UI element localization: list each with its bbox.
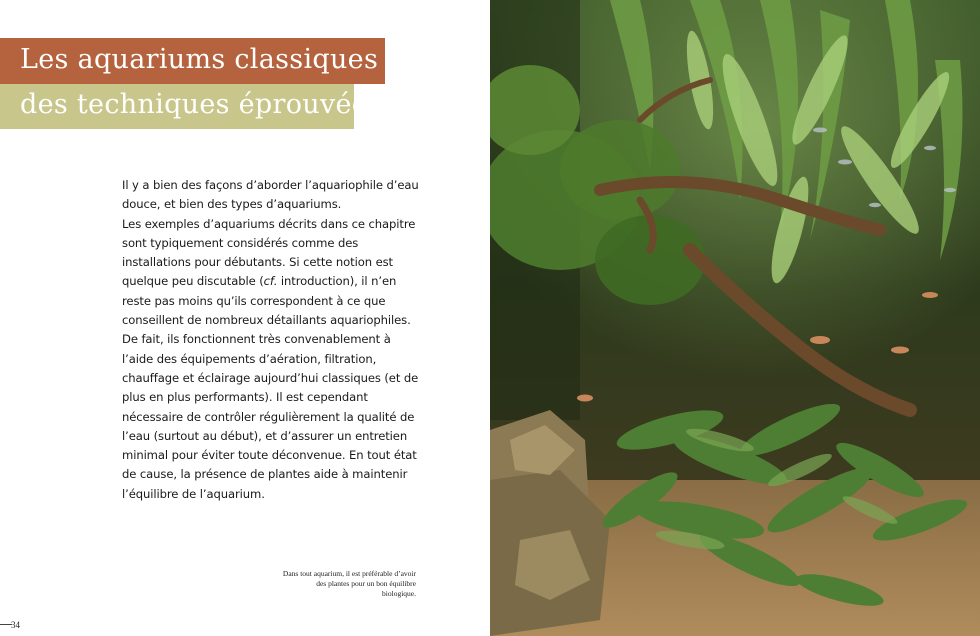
page-number: 34: [11, 620, 20, 630]
body-text: [122, 176, 422, 504]
aquarium-photo: [490, 0, 980, 636]
cf-abbreviation: cf.: [263, 274, 278, 289]
chapter-title-line-1: Les aquariums classiques :: [0, 38, 385, 84]
paragraph-2-text: Les exemples d’aquariums décrits dans ce chapitre sont typiquement considérés comme des installations pour débutants. Si cette notion est quelque peu discutable: [122, 216, 416, 289]
paren-open: (: [259, 274, 264, 289]
aquarium-illustration: [490, 0, 980, 636]
photo-caption: Dans tout aquarium, il est préférable d’avoir des plantes pour un bon équilibre biologique.: [282, 569, 416, 598]
paragraph-1: Il y a bien des façons d’aborder l’aquariophile d’eau douce, et bien des types d’aquariums.: [122, 178, 419, 212]
paragraph-2: [122, 215, 422, 331]
chapter-title-line-2: des techniques éprouvées: [0, 84, 354, 129]
paragraph-2-continuation: introduction), il n’en reste pas moins qu’ils correspondent à ce que conseillent de nombreux détaillants aquariophiles.: [122, 274, 411, 328]
paragraph-3: De fait, ils fonctionnent très convenablement à l’aide des équipements d’aération, filtration, chauffage et éclairage aujourd’hui classiques (et de plus en plus performants). Il est cependant nécessaire de contrôler régulièrement la qualité de l’eau (surtout au début), et d’assurer un entretien minimal pour éviter toute déconvenue. En tout état de cause, la présence de plantes aide à maintenir l’équilibre de l’aquarium.: [122, 332, 419, 501]
